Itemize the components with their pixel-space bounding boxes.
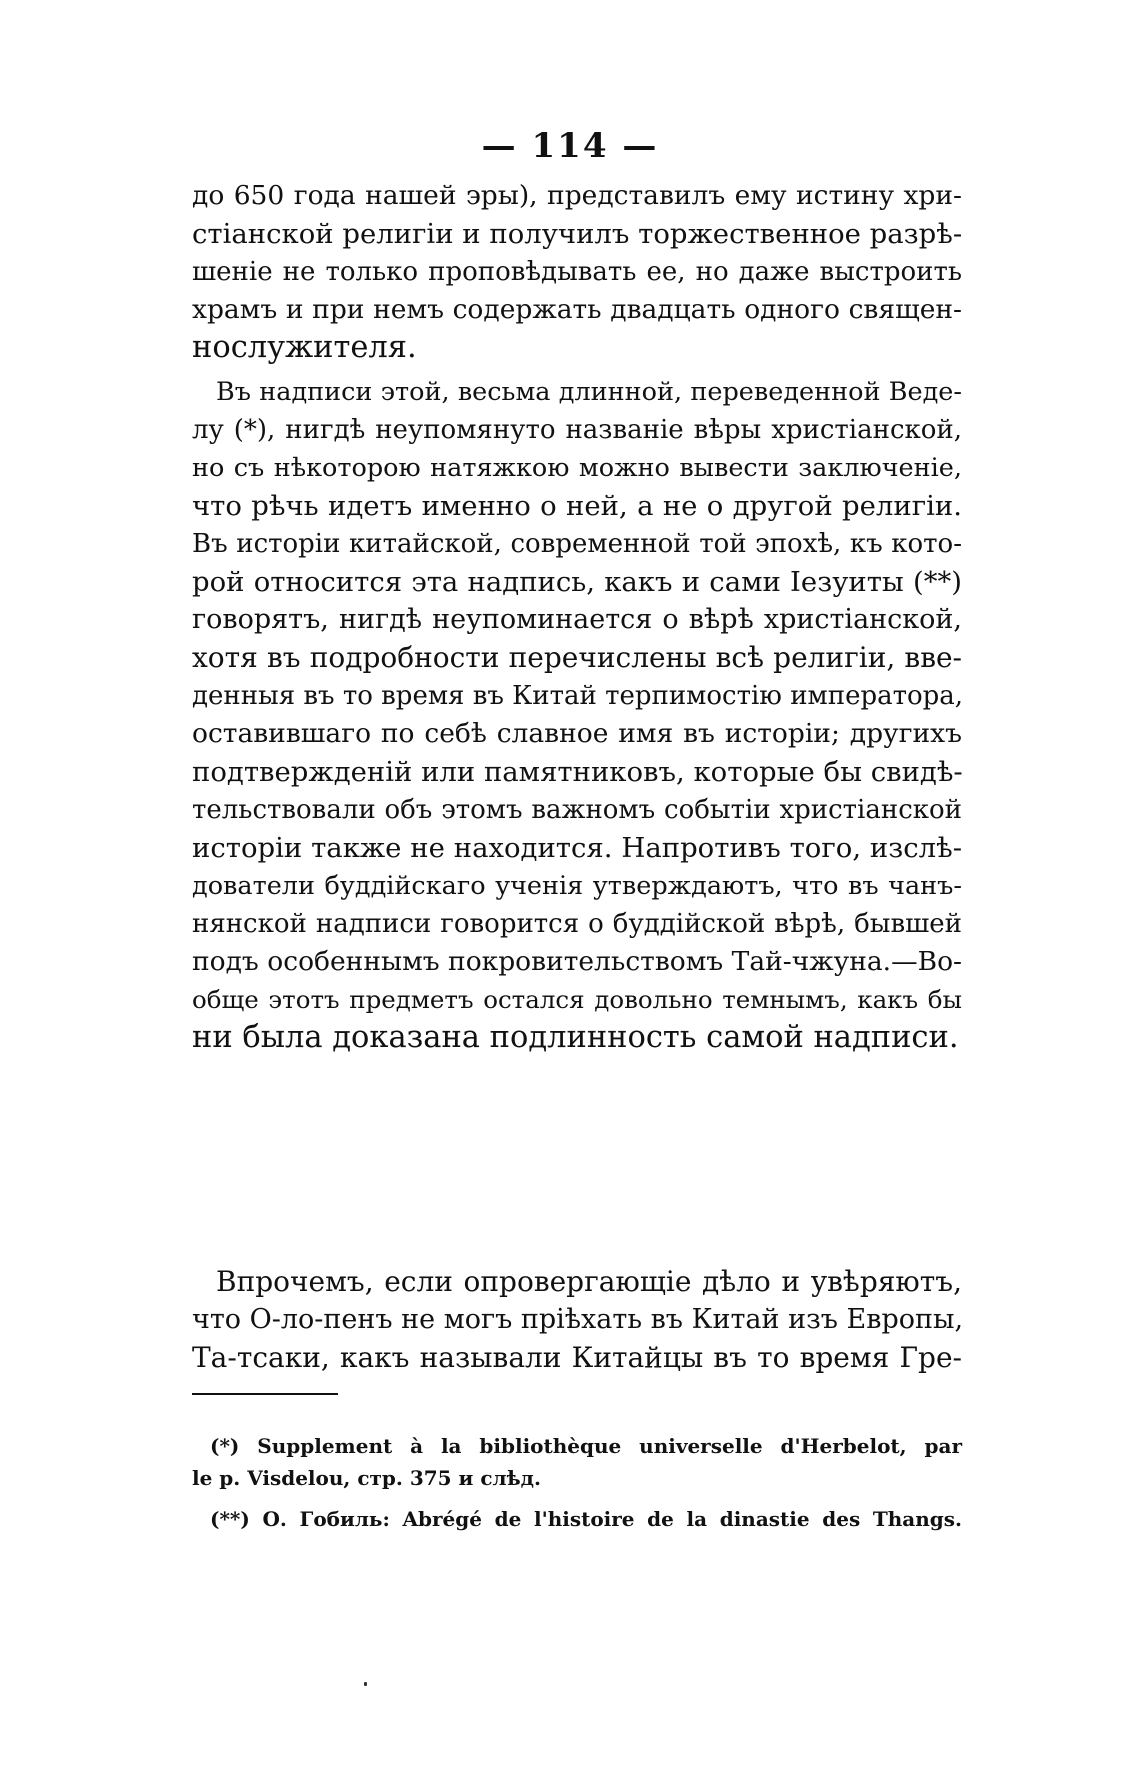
text-line: подтвержденій или памятниковъ, которые бы свидѣ- bbox=[192, 756, 963, 788]
text-line: нослужителя. bbox=[192, 330, 417, 365]
footnote-line: (**) О. Гобиль: Abrégé de l'histoire de la dinastie des Thangs. bbox=[210, 1507, 962, 1531]
text-line: Въ исторіи китайской, современной той эпохѣ, къ кото- bbox=[192, 529, 962, 559]
footnote-line: le p. Visdelou, стр. 375 и слѣд. bbox=[192, 1466, 541, 1490]
paper-speck bbox=[364, 1682, 367, 1686]
text-line: до 650 года нашей эры), представилъ ему истину хри- bbox=[192, 180, 962, 211]
text-line: Въ надписи этой, весьма длинной, переведенной Веде- bbox=[216, 377, 962, 407]
text-line: дователи буддійскаго ученія утверждаютъ, что въ чанъ- bbox=[192, 871, 962, 901]
text-line: подъ особеннымъ покровительствомъ Тай-чжуна.—Во- bbox=[192, 946, 962, 977]
text-line: рой относится эта надпись, какъ и сами Іезуиты (**) bbox=[192, 566, 962, 598]
text-line: тельствовали объ этомъ важномъ событіи христіанской bbox=[192, 795, 962, 825]
page-number: — 114 — bbox=[481, 126, 659, 166]
text-line: но съ нѣкоторою натяжкою можно вывести заключеніе, bbox=[192, 453, 962, 483]
text-line: исторіи также не находится. Напротивъ того, изслѣ- bbox=[192, 832, 962, 864]
text-line: шеніе не только проповѣдывать ее, но даже выстроить bbox=[192, 257, 962, 287]
text-line: говорятъ, нигдѣ неупоминается о вѣрѣ христіанской, bbox=[192, 604, 962, 635]
text-line: обще этотъ предметъ остался довольно темнымъ, какъ бы bbox=[192, 985, 962, 1014]
text-line: Та-тсаки, какъ называли Китайцы въ то время Гре- bbox=[192, 1341, 962, 1374]
text-line: Впрочемъ, если опровергающіе дѣло и увѣряютъ, bbox=[216, 1265, 962, 1298]
footnote-line: (*) Supplement à la bibliothèque universelle d'Herbelot, par bbox=[210, 1434, 962, 1458]
footnote-separator bbox=[192, 1393, 338, 1395]
text-line: что О-ло-пенъ не могъ пріѣхать въ Китай изъ Европы, bbox=[192, 1304, 964, 1335]
text-line: оставившаго по себѣ славное имя въ исторіи; другихъ bbox=[192, 718, 962, 749]
text-line: денныя въ то время въ Китай терпимостію императора, bbox=[192, 681, 964, 711]
text-line: ни была доказана подлинность самой надписи. bbox=[192, 1020, 959, 1055]
text-line: стіанской религіи и получилъ торжественное разрѣ- bbox=[192, 218, 963, 250]
text-line: хотя въ подробности перечислены всѣ религіи, вве- bbox=[192, 641, 962, 674]
text-line: храмъ и при немъ содержать двадцать одного священ- bbox=[192, 294, 962, 325]
text-line: нянской надписи говорится о буддійской вѣрѣ, бывшей bbox=[192, 909, 962, 939]
text-line: лу (*), нигдѣ неупомянуто названіе вѣры христіанской, bbox=[192, 415, 962, 445]
text-line: что рѣчь идетъ именно о ней, а не о другой религіи. bbox=[192, 490, 962, 522]
